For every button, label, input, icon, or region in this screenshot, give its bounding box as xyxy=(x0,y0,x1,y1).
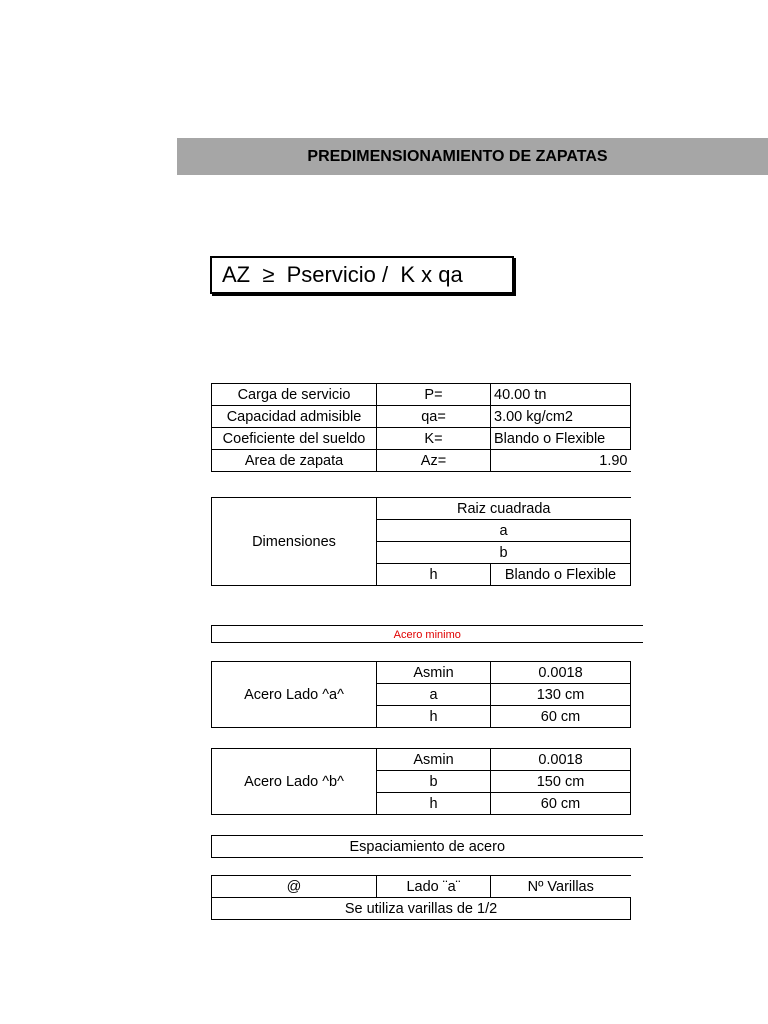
acero-lado-a-table xyxy=(211,661,631,728)
carga-servicio-symbol: P= xyxy=(377,384,491,406)
table-row xyxy=(212,428,631,450)
table-row xyxy=(212,662,631,684)
dimension-h-value: Blando o Flexible xyxy=(491,564,631,586)
varillas-col-lado: Lado ¨a¨ xyxy=(377,876,491,898)
dimensions-table xyxy=(211,497,631,586)
acero-b-side-value: 150 cm xyxy=(491,771,631,793)
acero-b-side-symbol: b xyxy=(377,771,491,793)
table-row xyxy=(212,836,643,858)
capacidad-admisible-symbol: qa= xyxy=(377,406,491,428)
table-row xyxy=(212,498,631,520)
acero-b-asmin-symbol: Asmin xyxy=(377,749,491,771)
table-row xyxy=(212,898,631,920)
capacidad-admisible-label: Capacidad admisible xyxy=(212,406,377,428)
dimension-h-symbol: h xyxy=(377,564,491,586)
coeficiente-suelo-symbol: K= xyxy=(377,428,491,450)
table-row xyxy=(212,626,643,643)
table-row xyxy=(212,876,631,898)
page-title xyxy=(177,138,768,175)
formula-box: AZ ≥ Pservicio / K x qa xyxy=(210,256,514,294)
acero-b-h-value: 60 cm xyxy=(491,793,631,815)
table-row xyxy=(212,406,631,428)
acero-minimo-cell xyxy=(212,626,643,643)
acero-lado-b-table xyxy=(211,748,631,815)
carga-servicio-label: Carga de servicio xyxy=(212,384,377,406)
acero-a-side-value: 130 cm xyxy=(491,684,631,706)
acero-a-asmin-value: 0.0018 xyxy=(491,662,631,684)
area-zapata-label: Area de zapata xyxy=(212,450,377,472)
varillas-note: Se utiliza varillas de 1/2 xyxy=(212,898,631,920)
acero-b-asmin-value: 0.0018 xyxy=(491,749,631,771)
area-zapata-value: 1.90 xyxy=(491,450,631,472)
table-row xyxy=(212,384,631,406)
acero-a-side-symbol: a xyxy=(377,684,491,706)
table-row xyxy=(212,749,631,771)
dimension-a: a xyxy=(377,520,631,542)
espaciamiento-banner xyxy=(211,835,643,858)
dimension-b: b xyxy=(377,542,631,564)
acero-a-h-value: 60 cm xyxy=(491,706,631,728)
acero-minimo-label: Acero minimo xyxy=(393,629,461,641)
capacidad-admisible-value: 3.00 kg/cm2 xyxy=(491,406,631,428)
acero-lado-b-label: Acero Lado ^b^ xyxy=(212,749,377,815)
acero-b-h-symbol: h xyxy=(377,793,491,815)
table-row xyxy=(212,450,631,472)
varillas-col-count: Nº Varillas xyxy=(491,876,631,898)
acero-lado-a-label: Acero Lado ^a^ xyxy=(212,662,377,728)
acero-a-h-symbol: h xyxy=(377,706,491,728)
varillas-col-spacing: @ xyxy=(212,876,377,898)
coeficiente-suelo-value: Blando o Flexible xyxy=(491,428,631,450)
inputs-table xyxy=(211,383,631,472)
varillas-table xyxy=(211,875,631,920)
dimensions-label: Dimensiones xyxy=(212,498,377,586)
carga-servicio-value: 40.00 tn xyxy=(491,384,631,406)
raiz-cuadrada-header: Raiz cuadrada xyxy=(377,498,631,520)
page-title-text: PREDIMENSIONAMIENTO DE ZAPATAS xyxy=(307,147,608,165)
acero-minimo-banner xyxy=(211,625,643,643)
area-zapata-symbol: Az= xyxy=(377,450,491,472)
coeficiente-suelo-label: Coeficiente del sueldo xyxy=(212,428,377,450)
acero-a-asmin-symbol: Asmin xyxy=(377,662,491,684)
espaciamiento-label: Espaciamiento de acero xyxy=(212,836,643,858)
